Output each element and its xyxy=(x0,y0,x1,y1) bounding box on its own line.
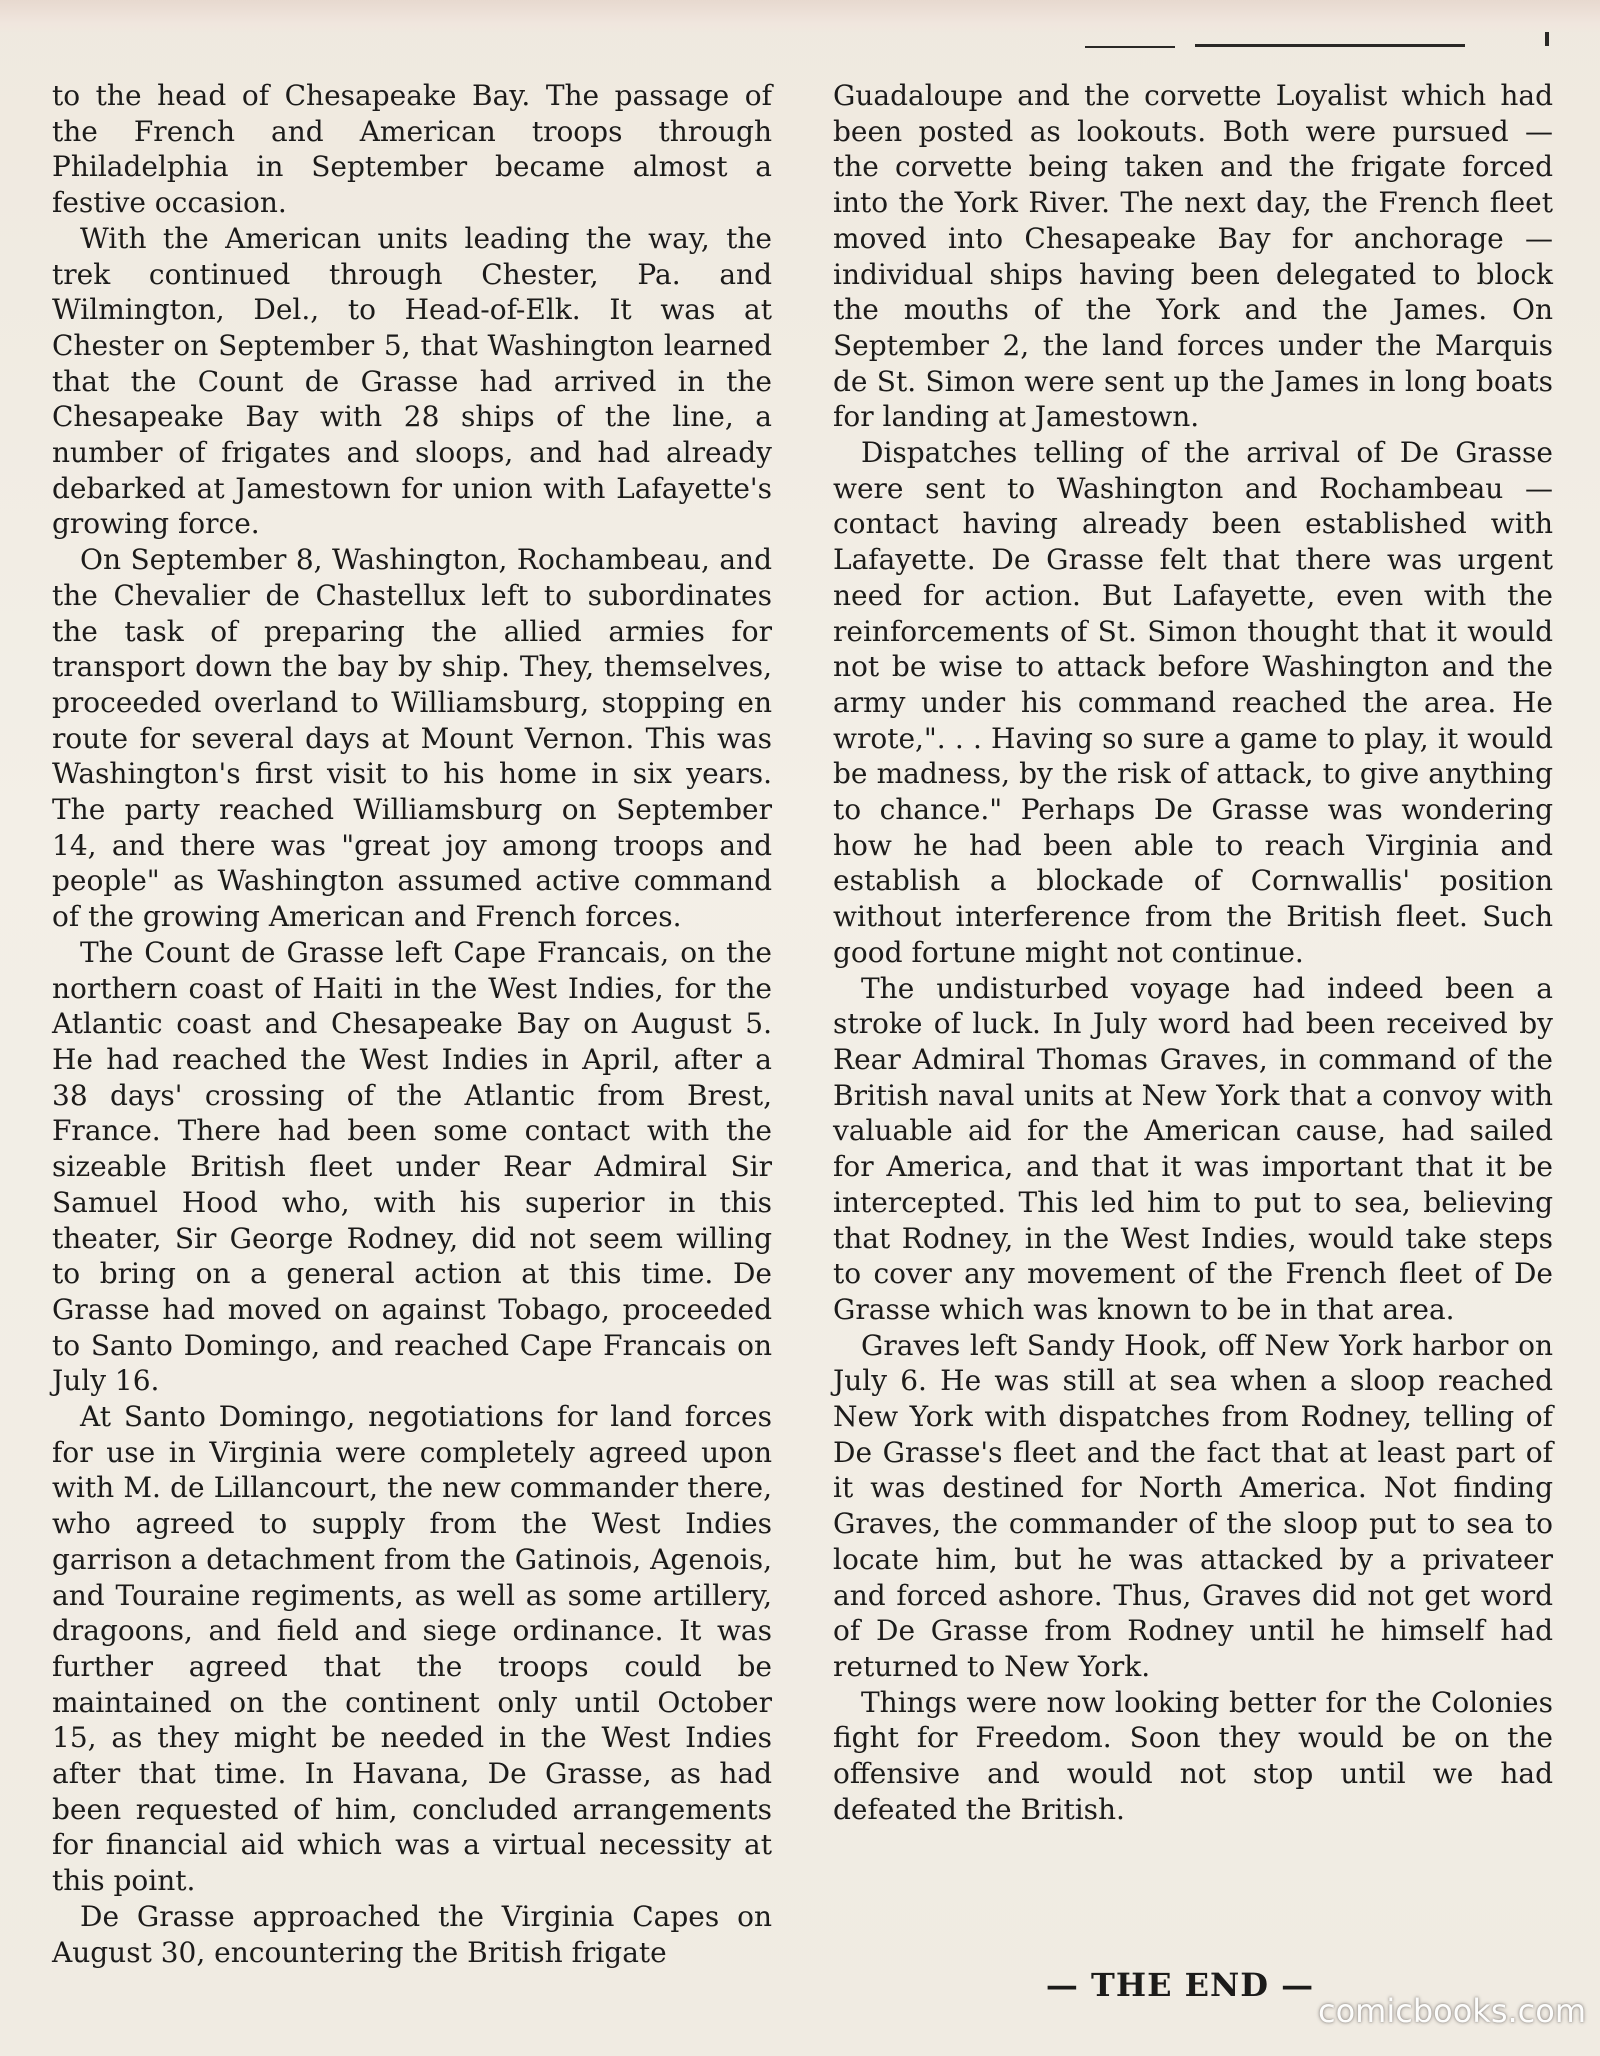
top-page-edge xyxy=(0,0,1600,34)
right-column xyxy=(833,78,1553,1827)
watermark: comicbooks.com xyxy=(1318,1992,1587,2030)
paragraph: Dispatches telling of the arrival of De Grasse were sent to Washington and Rochambeau — contact having already been established with Lafayette. De Grasse felt that there was urgent need for action. But Lafayette, even with the reinforcements of St. Simon thought that it would not be wise to attack before Washington and the army under his command reached the area. He wrote,". . . Having so sure a game to play, it would be madness, by the risk of attack, to give anything to chance." Perhaps De Grasse was wondering how he had been able to reach Virginia and establish a blockade of Cornwallis' position without interference from the British fleet. Such good fortune might not continue. xyxy=(833,436,1553,969)
paragraph: On September 8, Washington, Rochambeau, and the Chevalier de Chastellux left to subordinates the task of preparing the allied armies for transport down the bay by ship. They, themselves, proceeded overland to Williamsburg, stopping en route for several days at Mount Vernon. This was Washington's first visit to his home in six years. The party reached Williamsburg on September 14, and there was "great joy among troops and people" as Washington assumed active command of the growing American and French forces. xyxy=(52,543,772,934)
the-end-mark: — THE END — xyxy=(1045,1966,1315,2004)
left-column xyxy=(52,78,772,1970)
paragraph: De Grasse approached the Virginia Capes on August 30, encountering the British frigate xyxy=(52,1899,772,1969)
top-rule-tick xyxy=(1545,32,1549,46)
top-rule-short xyxy=(1085,46,1175,48)
paragraph: At Santo Domingo, negotiations for land forces for use in Virginia were completely agreed upon with M. de Lillancourt, the new commander there, who agreed to supply from the West Indies garrison a detachment from the Gatinois, Agenois, and Touraine regiments, as well as some artillery, dragoons, and field and siege ordinance. It was further agreed that the troops could be maintained on the continent only until October 15, as they might be needed in the West Indies after that time. In Havana, De Grasse, as had been requested of him, concluded arrangements for financial aid which was a virtual necessity at this point. xyxy=(52,1400,772,1898)
top-rule xyxy=(1195,44,1465,47)
paragraph: Graves left Sandy Hook, off New York harbor on July 6. He was still at sea when a sloop reached New York with dispatches from Rodney, telling of De Grasse's fleet and the fact that at least part of it was destined for North America. Not finding Graves, the commander of the sloop put to sea to locate him, but he was attacked by a privateer and forced ashore. Thus, Graves did not get word of De Grasse from Rodney until he himself had returned to New York. xyxy=(833,1328,1553,1683)
paragraph: The Count de Grasse left Cape Francais, on the northern coast of Haiti in the West Indies, for the Atlantic coast and Chesapeake Bay on August 5. He had reached the West Indies in April, after a 38 days' crossing of the Atlantic from Brest, France. There had been some contact with the sizeable British fleet under Rear Admiral Sir Samuel Hood who, with his superior in this theater, Sir George Rodney, did not seem willing to bring on a general action at this time. De Grasse had moved on against Tobago, proceeded to Santo Domingo, and reached Cape Francais on July 16. xyxy=(52,935,772,1398)
paragraph: to the head of Chesapeake Bay. The passage of the French and American troops through Philadelphia in September became almost a festive occasion. xyxy=(52,79,772,220)
paragraph: With the American units leading the way, the trek continued through Chester, Pa. and Wilmington, Del., to Head-of-Elk. It was at Chester on September 5, that Washington learned that the Count de Grasse had arrived in the Chesapeake Bay with 28 ships of the line, a number of frigates and sloops, and had already debarked at Jamestown for union with Lafayette's growing force. xyxy=(52,221,772,541)
paragraph: The undisturbed voyage had indeed been a stroke of luck. In July word had been received by Rear Admiral Thomas Graves, in command of the British naval units at New York that a convoy with valuable aid for the American cause, had sailed for America, and that it was important that it be intercepted. This led him to put to sea, believing that Rodney, in the West Indies, would take steps to cover any movement of the French fleet of De Grasse which was known to be in that area. xyxy=(833,971,1553,1326)
paragraph: Things were now looking better for the Colonies fight for Freedom. Soon they would be on the offensive and would not stop until we had defeated the British. xyxy=(833,1685,1553,1826)
paragraph: Guadaloupe and the corvette Loyalist which had been posted as lookouts. Both were pursued — the corvette being taken and the frigate forced into the York River. The next day, the French fleet moved into Chesapeake Bay for anchorage — individual ships having been delegated to block the mouths of the York and the James. On September 2, the land forces under the Marquis de St. Simon were sent up the James in long boats for landing at Jamestown. xyxy=(833,79,1553,434)
